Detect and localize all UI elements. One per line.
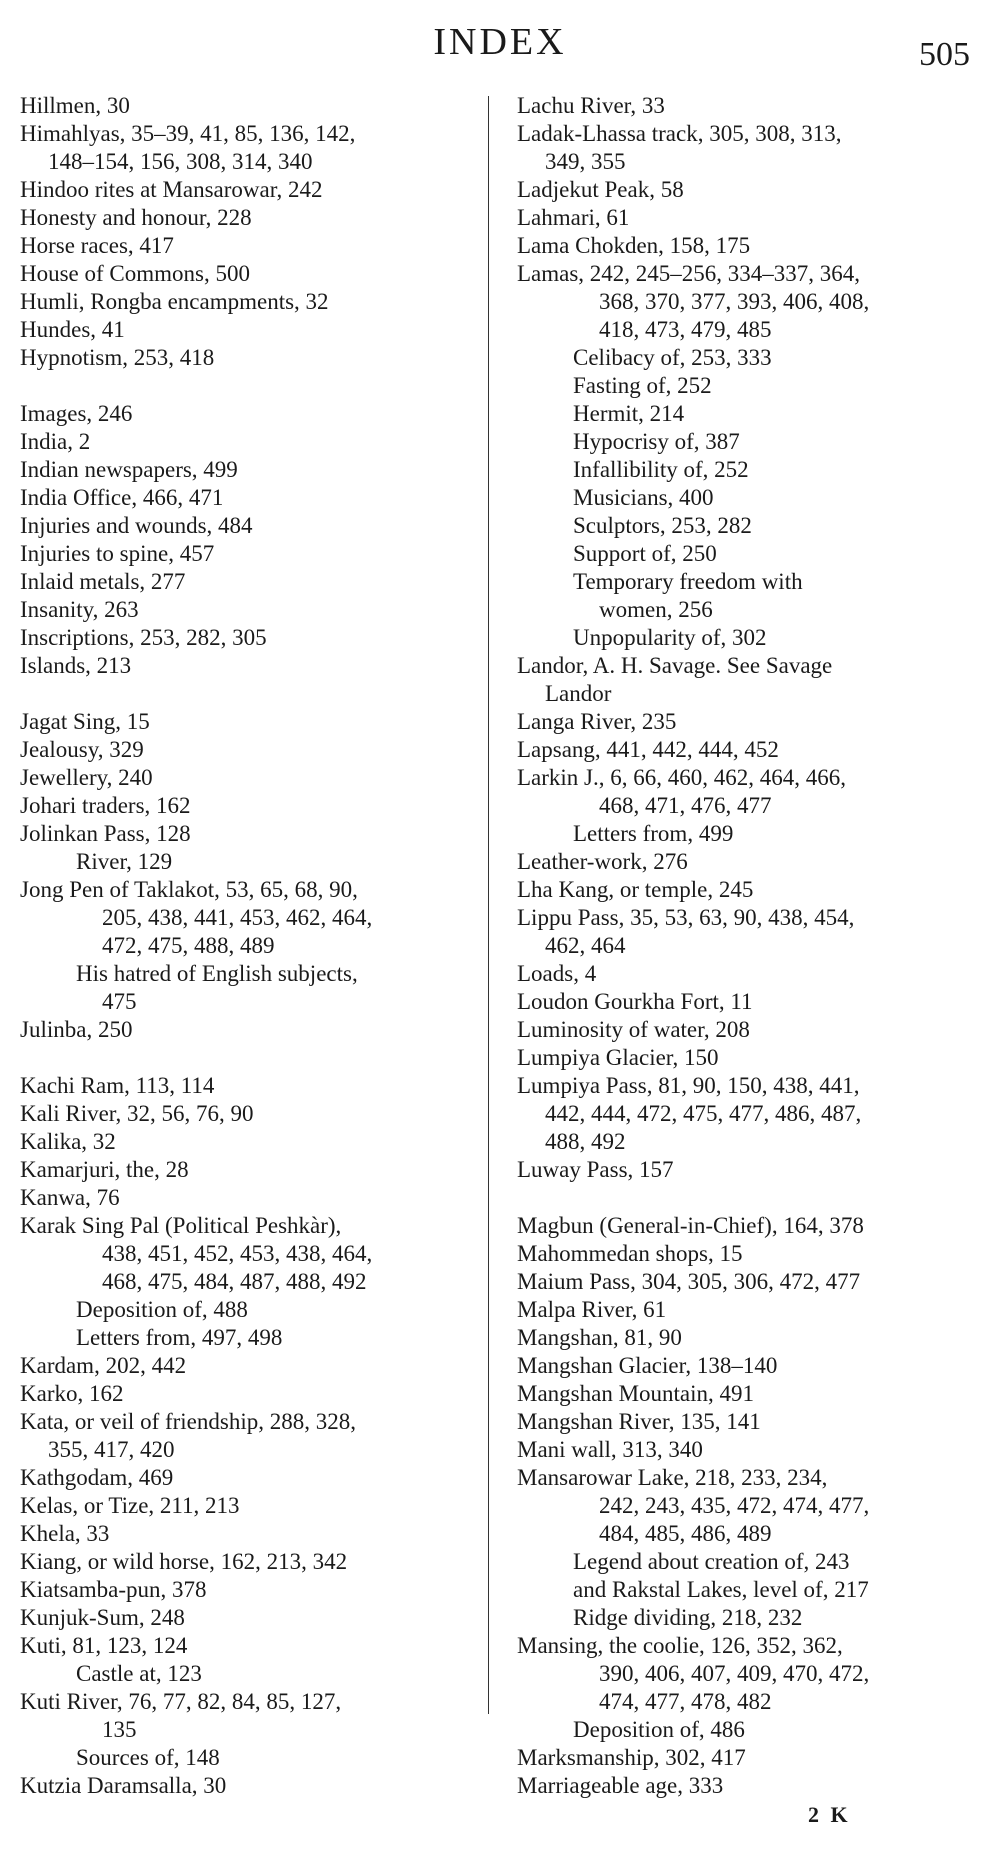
index-entry: Maium Pass, 304, 305, 306, 472, 477	[517, 1269, 861, 1294]
index-subentry: Hermit, 214	[573, 401, 685, 426]
index-entry: Ladak-Lhassa track, 305, 308, 313,	[517, 121, 842, 146]
index-entry: Larkin J., 6, 66, 460, 462, 464, 466,	[517, 765, 847, 790]
index-entry: Luminosity of water, 208	[517, 1017, 750, 1042]
index-subentry: and Rakstal Lakes, level of, 217	[573, 1577, 869, 1602]
index-subentry: His hatred of English subjects,	[76, 961, 358, 986]
index-subentry: 355, 417, 420	[48, 1437, 175, 1462]
index-entry: Julinba, 250	[20, 1017, 133, 1042]
index-entry: Kalika, 32	[20, 1129, 116, 1154]
index-entry: Kathgodam, 469	[20, 1465, 174, 1490]
index-subentry: Support of, 250	[573, 541, 717, 566]
index-entry: Jagat Sing, 15	[20, 709, 150, 734]
index-entry: Hindoo rites at Mansarowar, 242	[20, 177, 323, 202]
index-entry: Kelas, or Tize, 211, 213	[20, 1493, 240, 1518]
index-entry: Horse races, 417	[20, 233, 174, 258]
index-entry: Magbun (General-in-Chief), 164, 378	[517, 1213, 864, 1238]
index-gap	[517, 1184, 977, 1212]
index-entry: Marriageable age, 333	[517, 1773, 724, 1798]
index-subentry: 488, 492	[545, 1129, 626, 1154]
index-entry: Langa River, 235	[517, 709, 677, 734]
index-subentry: Legend about creation of, 243	[573, 1549, 850, 1574]
index-subentry: 349, 355	[545, 149, 626, 174]
index-entry: Mangshan, 81, 90	[517, 1325, 682, 1350]
index-entry: Karko, 162	[20, 1381, 124, 1406]
index-entry: Islands, 213	[20, 653, 132, 678]
index-entry: Lha Kang, or temple, 245	[517, 877, 754, 902]
index-subentry: 135	[102, 1717, 137, 1742]
page-title: INDEX	[433, 21, 567, 63]
index-subentry: Temporary freedom with	[573, 569, 803, 594]
index-entry: Kiang, or wild horse, 162, 213, 342	[20, 1549, 348, 1574]
left-column	[20, 92, 480, 1800]
index-subentry: women, 256	[599, 597, 713, 622]
index-subentry: Hypocrisy of, 387	[573, 429, 740, 454]
index-entry: Mani wall, 313, 340	[517, 1437, 703, 1462]
index-entry: House of Commons, 500	[20, 261, 250, 286]
index-entry: Khela, 33	[20, 1521, 110, 1546]
index-subentry: 475	[102, 989, 137, 1014]
index-subentry: 390, 406, 407, 409, 470, 472,	[599, 1661, 870, 1686]
index-entry: Karak Sing Pal (Political Peshkàr),	[20, 1213, 342, 1238]
index-entry: Mangshan River, 135, 141	[517, 1409, 761, 1434]
index-entry: Kamarjuri, the, 28	[20, 1157, 189, 1182]
index-subentry: 484, 485, 486, 489	[599, 1521, 772, 1546]
index-entry: Kata, or veil of friendship, 288, 328,	[20, 1409, 356, 1434]
index-subentry: 472, 475, 488, 489	[102, 933, 275, 958]
index-entry: Injuries and wounds, 484	[20, 513, 253, 538]
index-entry: Ladjekut Peak, 58	[517, 177, 684, 202]
index-entry: Kachi Ram, 113, 114	[20, 1073, 215, 1098]
index-entry: Mangshan Glacier, 138–140	[517, 1353, 778, 1378]
index-subentry: Ridge dividing, 218, 232	[573, 1605, 803, 1630]
index-gap	[20, 372, 480, 400]
index-entry: Lama Chokden, 158, 175	[517, 233, 751, 258]
index-entry: Loads, 4	[517, 961, 597, 986]
index-subentry: Unpopularity of, 302	[573, 625, 767, 650]
index-entry: Kunjuk-Sum, 248	[20, 1605, 185, 1630]
index-subentry: Sculptors, 253, 282	[573, 513, 752, 538]
index-subentry: 442, 444, 472, 475, 477, 486, 487,	[545, 1101, 862, 1126]
index-subentry: Letters from, 497, 498	[76, 1325, 283, 1350]
index-entry: Humli, Rongba encampments, 32	[20, 289, 329, 314]
index-entry: Hundes, 41	[20, 317, 125, 342]
index-entry: Images, 246	[20, 401, 133, 426]
index-entry: Malpa River, 61	[517, 1297, 667, 1322]
index-entry: Jolinkan Pass, 128	[20, 821, 191, 846]
index-entry: Luway Pass, 157	[517, 1157, 674, 1182]
index-entry: Lumpiya Glacier, 150	[517, 1045, 719, 1070]
index-entry: Injuries to spine, 457	[20, 541, 215, 566]
index-subentry: Letters from, 499	[573, 821, 734, 846]
index-subentry: Musicians, 400	[573, 485, 714, 510]
signature-mark: 2 K	[808, 1802, 851, 1827]
index-entry: Leather-work, 276	[517, 849, 688, 874]
index-entry: Jewellery, 240	[20, 765, 153, 790]
right-column	[517, 92, 977, 1800]
index-entry: Kanwa, 76	[20, 1185, 120, 1210]
index-entry: Lamas, 242, 245–256, 334–337, 364,	[517, 261, 861, 286]
index-entry: Landor, A. H. Savage. See Savage	[517, 653, 833, 678]
index-entry: Kardam, 202, 442	[20, 1353, 187, 1378]
index-subentry: Castle at, 123	[76, 1661, 202, 1686]
index-entry: Kuti River, 76, 77, 82, 84, 85, 127,	[20, 1689, 342, 1714]
index-entry: Mangshan Mountain, 491	[517, 1381, 755, 1406]
index-entry: Marksmanship, 302, 417	[517, 1745, 746, 1770]
index-subentry: 368, 370, 377, 393, 406, 408,	[599, 289, 870, 314]
index-gap	[20, 1044, 480, 1072]
index-entry: Johari traders, 162	[20, 793, 191, 818]
index-entry: Honesty and honour, 228	[20, 205, 252, 230]
index-subentry: Fasting of, 252	[573, 373, 712, 398]
index-subentry: 205, 438, 441, 453, 462, 464,	[102, 905, 373, 930]
page-number: 505	[919, 36, 970, 73]
index-entry: Insanity, 263	[20, 597, 139, 622]
column-divider	[488, 96, 489, 1714]
index-entry: India, 2	[20, 429, 91, 454]
index-entry: Kuti, 81, 123, 124	[20, 1633, 188, 1658]
index-subentry: 242, 243, 435, 472, 474, 477,	[599, 1493, 870, 1518]
index-entry: Kali River, 32, 56, 76, 90	[20, 1101, 254, 1126]
index-subentry: 418, 473, 479, 485	[599, 317, 772, 342]
index-entry: Jong Pen of Taklakot, 53, 65, 68, 90,	[20, 877, 358, 902]
index-entry: India Office, 466, 471	[20, 485, 224, 510]
index-subentry: Infallibility of, 252	[573, 457, 749, 482]
index-entry: Kiatsamba-pun, 378	[20, 1577, 207, 1602]
index-entry: Loudon Gourkha Fort, 11	[517, 989, 753, 1014]
index-subentry: 148–154, 156, 308, 314, 340	[48, 149, 313, 174]
index-gap	[20, 680, 480, 708]
index-subentry: Deposition of, 486	[573, 1717, 745, 1742]
index-entry: Hypnotism, 253, 418	[20, 345, 215, 370]
index-subentry: River, 129	[76, 849, 173, 874]
index-entry: Inlaid metals, 277	[20, 569, 186, 594]
index-subentry: 468, 475, 484, 487, 488, 492	[102, 1269, 367, 1294]
index-entry: Lapsang, 441, 442, 444, 452	[517, 737, 779, 762]
index-subentry: 462, 464	[545, 933, 626, 958]
index-subentry: Celibacy of, 253, 333	[573, 345, 772, 370]
index-entry: Inscriptions, 253, 282, 305	[20, 625, 267, 650]
index-entry: Lachu River, 33	[517, 93, 665, 118]
index-entry: Kutzia Daramsalla, 30	[20, 1773, 227, 1798]
index-subentry: 474, 477, 478, 482	[599, 1689, 772, 1714]
index-entry: Mahommedan shops, 15	[517, 1241, 743, 1266]
index-subentry: Landor	[545, 681, 612, 706]
index-subentry: 438, 451, 452, 453, 438, 464,	[102, 1241, 373, 1266]
index-entry: Lippu Pass, 35, 53, 63, 90, 438, 454,	[517, 905, 855, 930]
index-subentry: 468, 471, 476, 477	[599, 793, 772, 818]
index-entry: Mansarowar Lake, 218, 233, 234,	[517, 1465, 828, 1490]
index-subentry: Deposition of, 488	[76, 1297, 248, 1322]
index-entry: Hillmen, 30	[20, 93, 130, 118]
index-entry: Lahmari, 61	[517, 205, 630, 230]
index-subentry: Sources of, 148	[76, 1745, 220, 1770]
index-entry: Indian newspapers, 499	[20, 457, 238, 482]
index-entry: Jealousy, 329	[20, 737, 144, 762]
index-entry: Lumpiya Pass, 81, 90, 150, 438, 441,	[517, 1073, 860, 1098]
index-entry: Mansing, the coolie, 126, 352, 362,	[517, 1633, 843, 1658]
index-entry: Himahlyas, 35–39, 41, 85, 136, 142,	[20, 121, 356, 146]
